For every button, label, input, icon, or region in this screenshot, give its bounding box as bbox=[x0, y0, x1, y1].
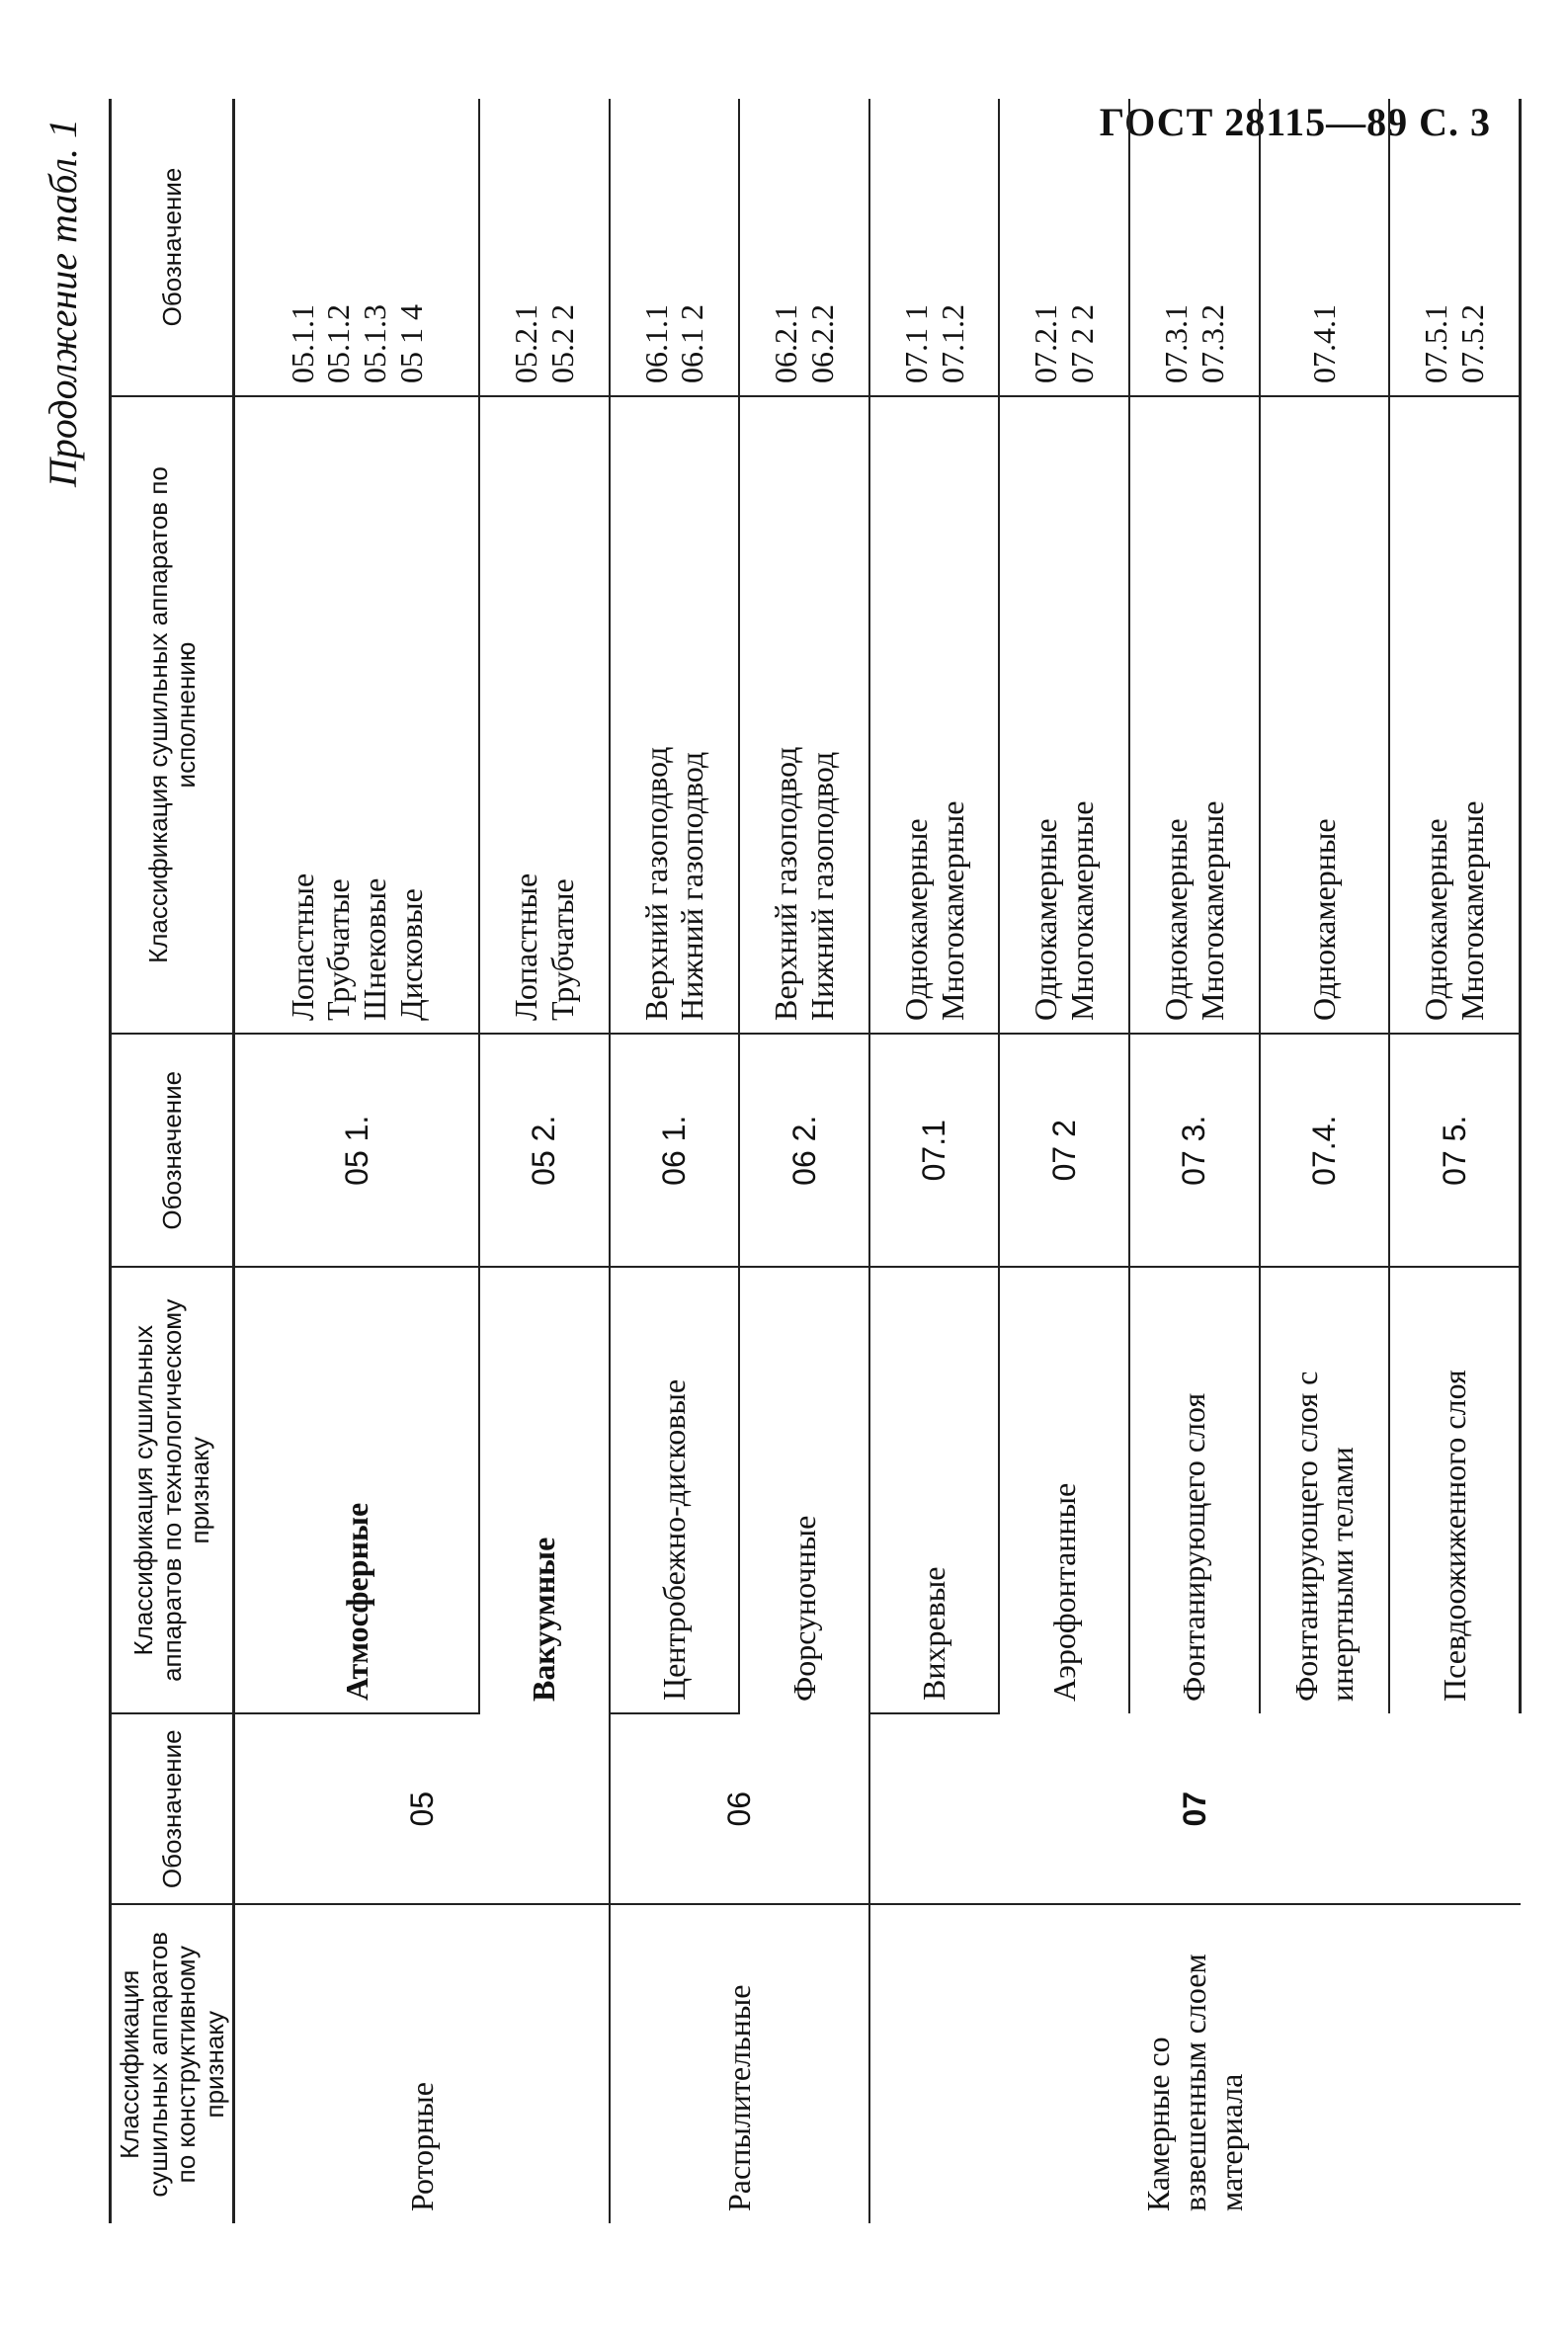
exec-list: Однокамерные Многокамерные bbox=[1389, 396, 1520, 1034]
group-name: Роторные bbox=[403, 2082, 440, 2211]
tech-name: Атмосферные bbox=[234, 1268, 479, 1714]
header-construct: Классификация сушильных аппаратов по конструктивному признаку bbox=[111, 1905, 234, 2224]
exec-codes: 07.3.1 07.3.2 bbox=[1129, 99, 1260, 396]
tech-name: Фонтанирующего слоя с инертными телами bbox=[1260, 1268, 1390, 1714]
group-code: 06 bbox=[610, 1713, 869, 1905]
tech-code: 05 1. bbox=[234, 1034, 479, 1268]
exec-list: Однокамерные Многокамерные bbox=[999, 396, 1129, 1034]
exec-codes: 06.2.1 06.2.2 bbox=[739, 99, 869, 396]
table-caption: Продолжение табл. 1 bbox=[41, 119, 85, 488]
exec-list: Верхний газоподвод Нижний газоподвод bbox=[610, 396, 740, 1034]
header-tech: Классификация сушильных аппаратов по технологическому признаку bbox=[111, 1268, 234, 1714]
group-name: Распылительные bbox=[610, 1905, 869, 2224]
exec-codes: 07.1 1 07.1.2 bbox=[869, 99, 1000, 396]
tech-code: 07 5. bbox=[1389, 1034, 1520, 1268]
tech-code: 07 2 bbox=[999, 1034, 1129, 1268]
tech-code: 05 2. bbox=[479, 1034, 610, 1268]
tech-code: 07 3. bbox=[1129, 1034, 1260, 1268]
exec-codes: 05.1.1 05.1.2 05.1.3 05 1 4 bbox=[234, 99, 479, 396]
tech-name: Аэрофонтанные bbox=[999, 1268, 1129, 1714]
page-header: ГОСТ 28115—89 С. 3 bbox=[1099, 100, 1491, 144]
header-code-2: Обозначение bbox=[111, 1034, 234, 1268]
tech-name: Форсуночные bbox=[739, 1268, 869, 1714]
table-header-row bbox=[111, 99, 234, 2223]
tech-code: 06 2. bbox=[739, 1034, 869, 1268]
header-code-3: Обозначение bbox=[111, 99, 234, 396]
group-code: 07 bbox=[869, 1713, 1521, 1905]
tech-code: 06 1. bbox=[610, 1034, 740, 1268]
header-code-1: Обозначение bbox=[111, 1713, 234, 1905]
table-row bbox=[234, 99, 479, 2223]
exec-list: Однокамерные Многокамерные bbox=[869, 396, 1000, 1034]
tech-name: Вакуумные bbox=[479, 1268, 610, 1714]
tech-name: Фонтанирующего слоя bbox=[1129, 1268, 1260, 1714]
table-row bbox=[610, 99, 740, 2223]
classification-table bbox=[109, 99, 1522, 2223]
group-code: 05 bbox=[234, 1713, 610, 1905]
exec-codes: 07.2.1 07 2 2 bbox=[999, 99, 1129, 396]
exec-list: Однокамерные Многокамерные bbox=[1129, 396, 1260, 1034]
tech-code: 07.4. bbox=[1260, 1034, 1390, 1268]
tech-name: Центробежно-дисковые bbox=[610, 1268, 740, 1714]
header-exec: Классификация сушильных аппаратов по исполнению bbox=[111, 396, 234, 1034]
tech-name: Псевдоожиженного слоя bbox=[1389, 1268, 1520, 1714]
group-name: Камерные со взвешенным слоем материала bbox=[869, 1905, 1521, 2224]
exec-codes: 07.5.1 07.5.2 bbox=[1389, 99, 1520, 396]
table-row bbox=[869, 99, 1000, 2223]
exec-codes: 07.4.1 bbox=[1260, 99, 1390, 396]
exec-list: Лопастные Трубчатые Шнековые Дисковые bbox=[234, 396, 479, 1034]
tech-code: 07.1 bbox=[869, 1034, 1000, 1268]
exec-list: Лопастные Трубчатые bbox=[479, 396, 610, 1034]
exec-list: Однокамерные bbox=[1260, 396, 1390, 1034]
exec-codes: 06.1.1 06.1 2 bbox=[610, 99, 740, 396]
tech-name: Вихревые bbox=[869, 1268, 1000, 1714]
exec-list: Верхний газоподвод Нижний газоподвод bbox=[739, 396, 869, 1034]
exec-codes: 05.2.1 05.2 2 bbox=[479, 99, 610, 396]
classification-table-rotated bbox=[41, 99, 1522, 2223]
